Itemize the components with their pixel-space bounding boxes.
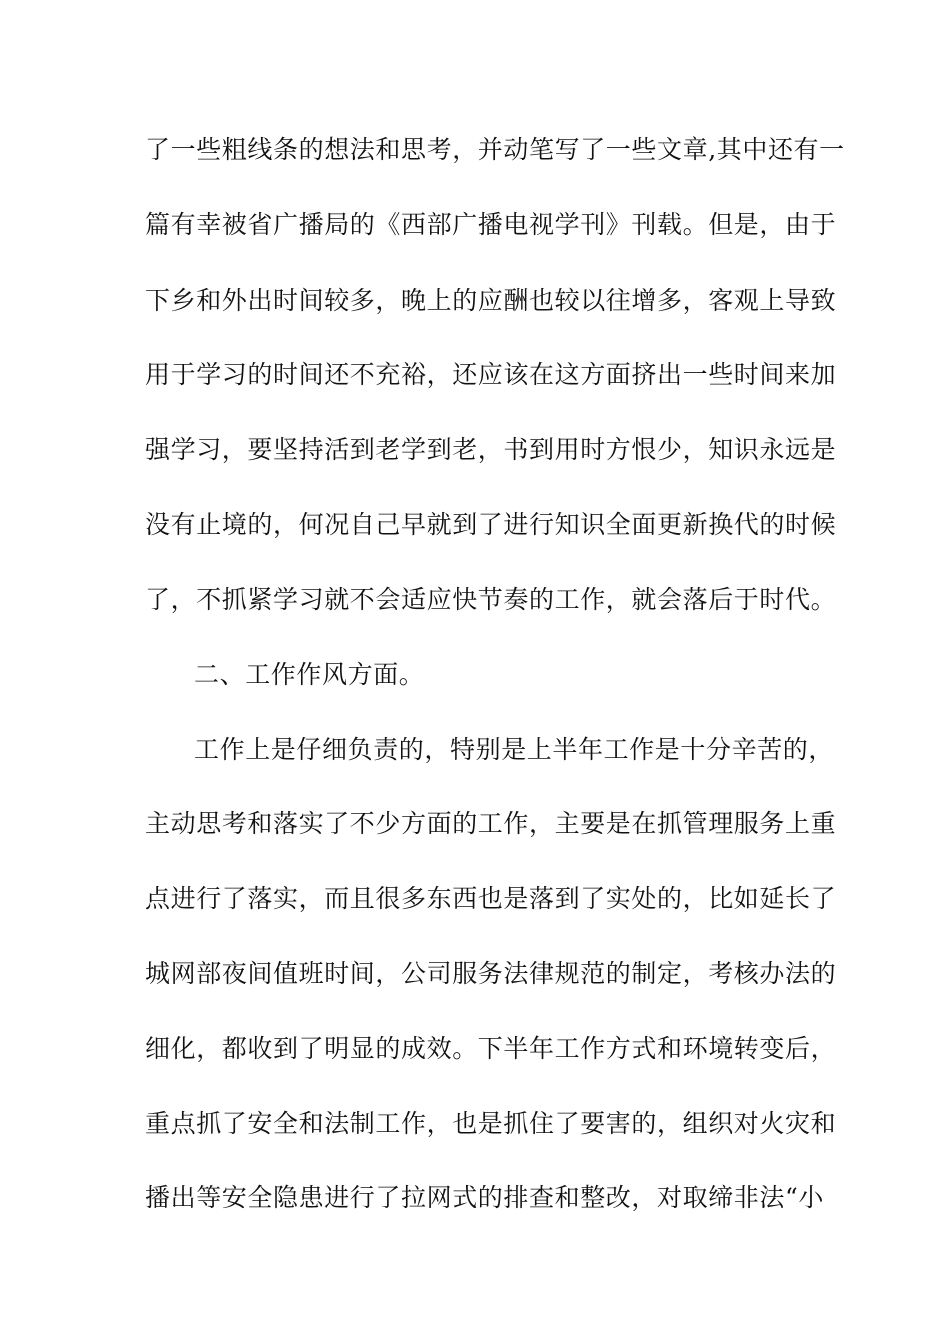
text-line: 用于学习的时间还不充裕，还应该在这方面挤出一些时间来加 — [145, 360, 837, 389]
text-line: 篇有幸被省广播局的《西部广播电视学刊》刊载。但是，由于 — [145, 210, 837, 239]
text-line: 主动思考和落实了不少方面的工作，主要是在抓管理服务上重 — [145, 809, 837, 838]
text-line: 强学习，要坚持活到老学到老，书到用时方恨少，知识永远是 — [145, 435, 837, 464]
text-line: 重点抓了安全和法制工作，也是抓住了要害的，组织对火灾和 — [145, 1109, 837, 1138]
text-line: 没有止境的，何况自己早就到了进行知识全面更新换代的时候 — [145, 510, 837, 539]
text-line: 了，不抓紧学习就不会适应快节奏的工作，就会落后于时代。 — [145, 585, 837, 614]
text-line: 细化，都收到了明显的成效。下半年工作方式和环境转变后， — [145, 1034, 837, 1063]
text-line: 了一些粗线条的想法和思考，并动笔写了一些文章,其中还有一 — [145, 135, 845, 164]
paragraph-first-line: 工作上是仔细负责的，特别是上半年工作是十分辛苦的， — [194, 735, 835, 764]
section-heading: 二、工作作风方面。 — [194, 660, 425, 689]
text-line: 下乡和外出时间较多，晚上的应酬也较以往增多，客观上导致 — [145, 286, 837, 315]
text-line: 城网部夜间值班时间，公司服务法律规范的制定，考核办法的 — [145, 959, 837, 988]
text-line: 播出等安全隐患进行了拉网式的排查和整改，对取缔非法“小 — [145, 1183, 824, 1212]
text-line: 点进行了落实，而且很多东西也是落到了实处的，比如延长了 — [145, 884, 837, 913]
